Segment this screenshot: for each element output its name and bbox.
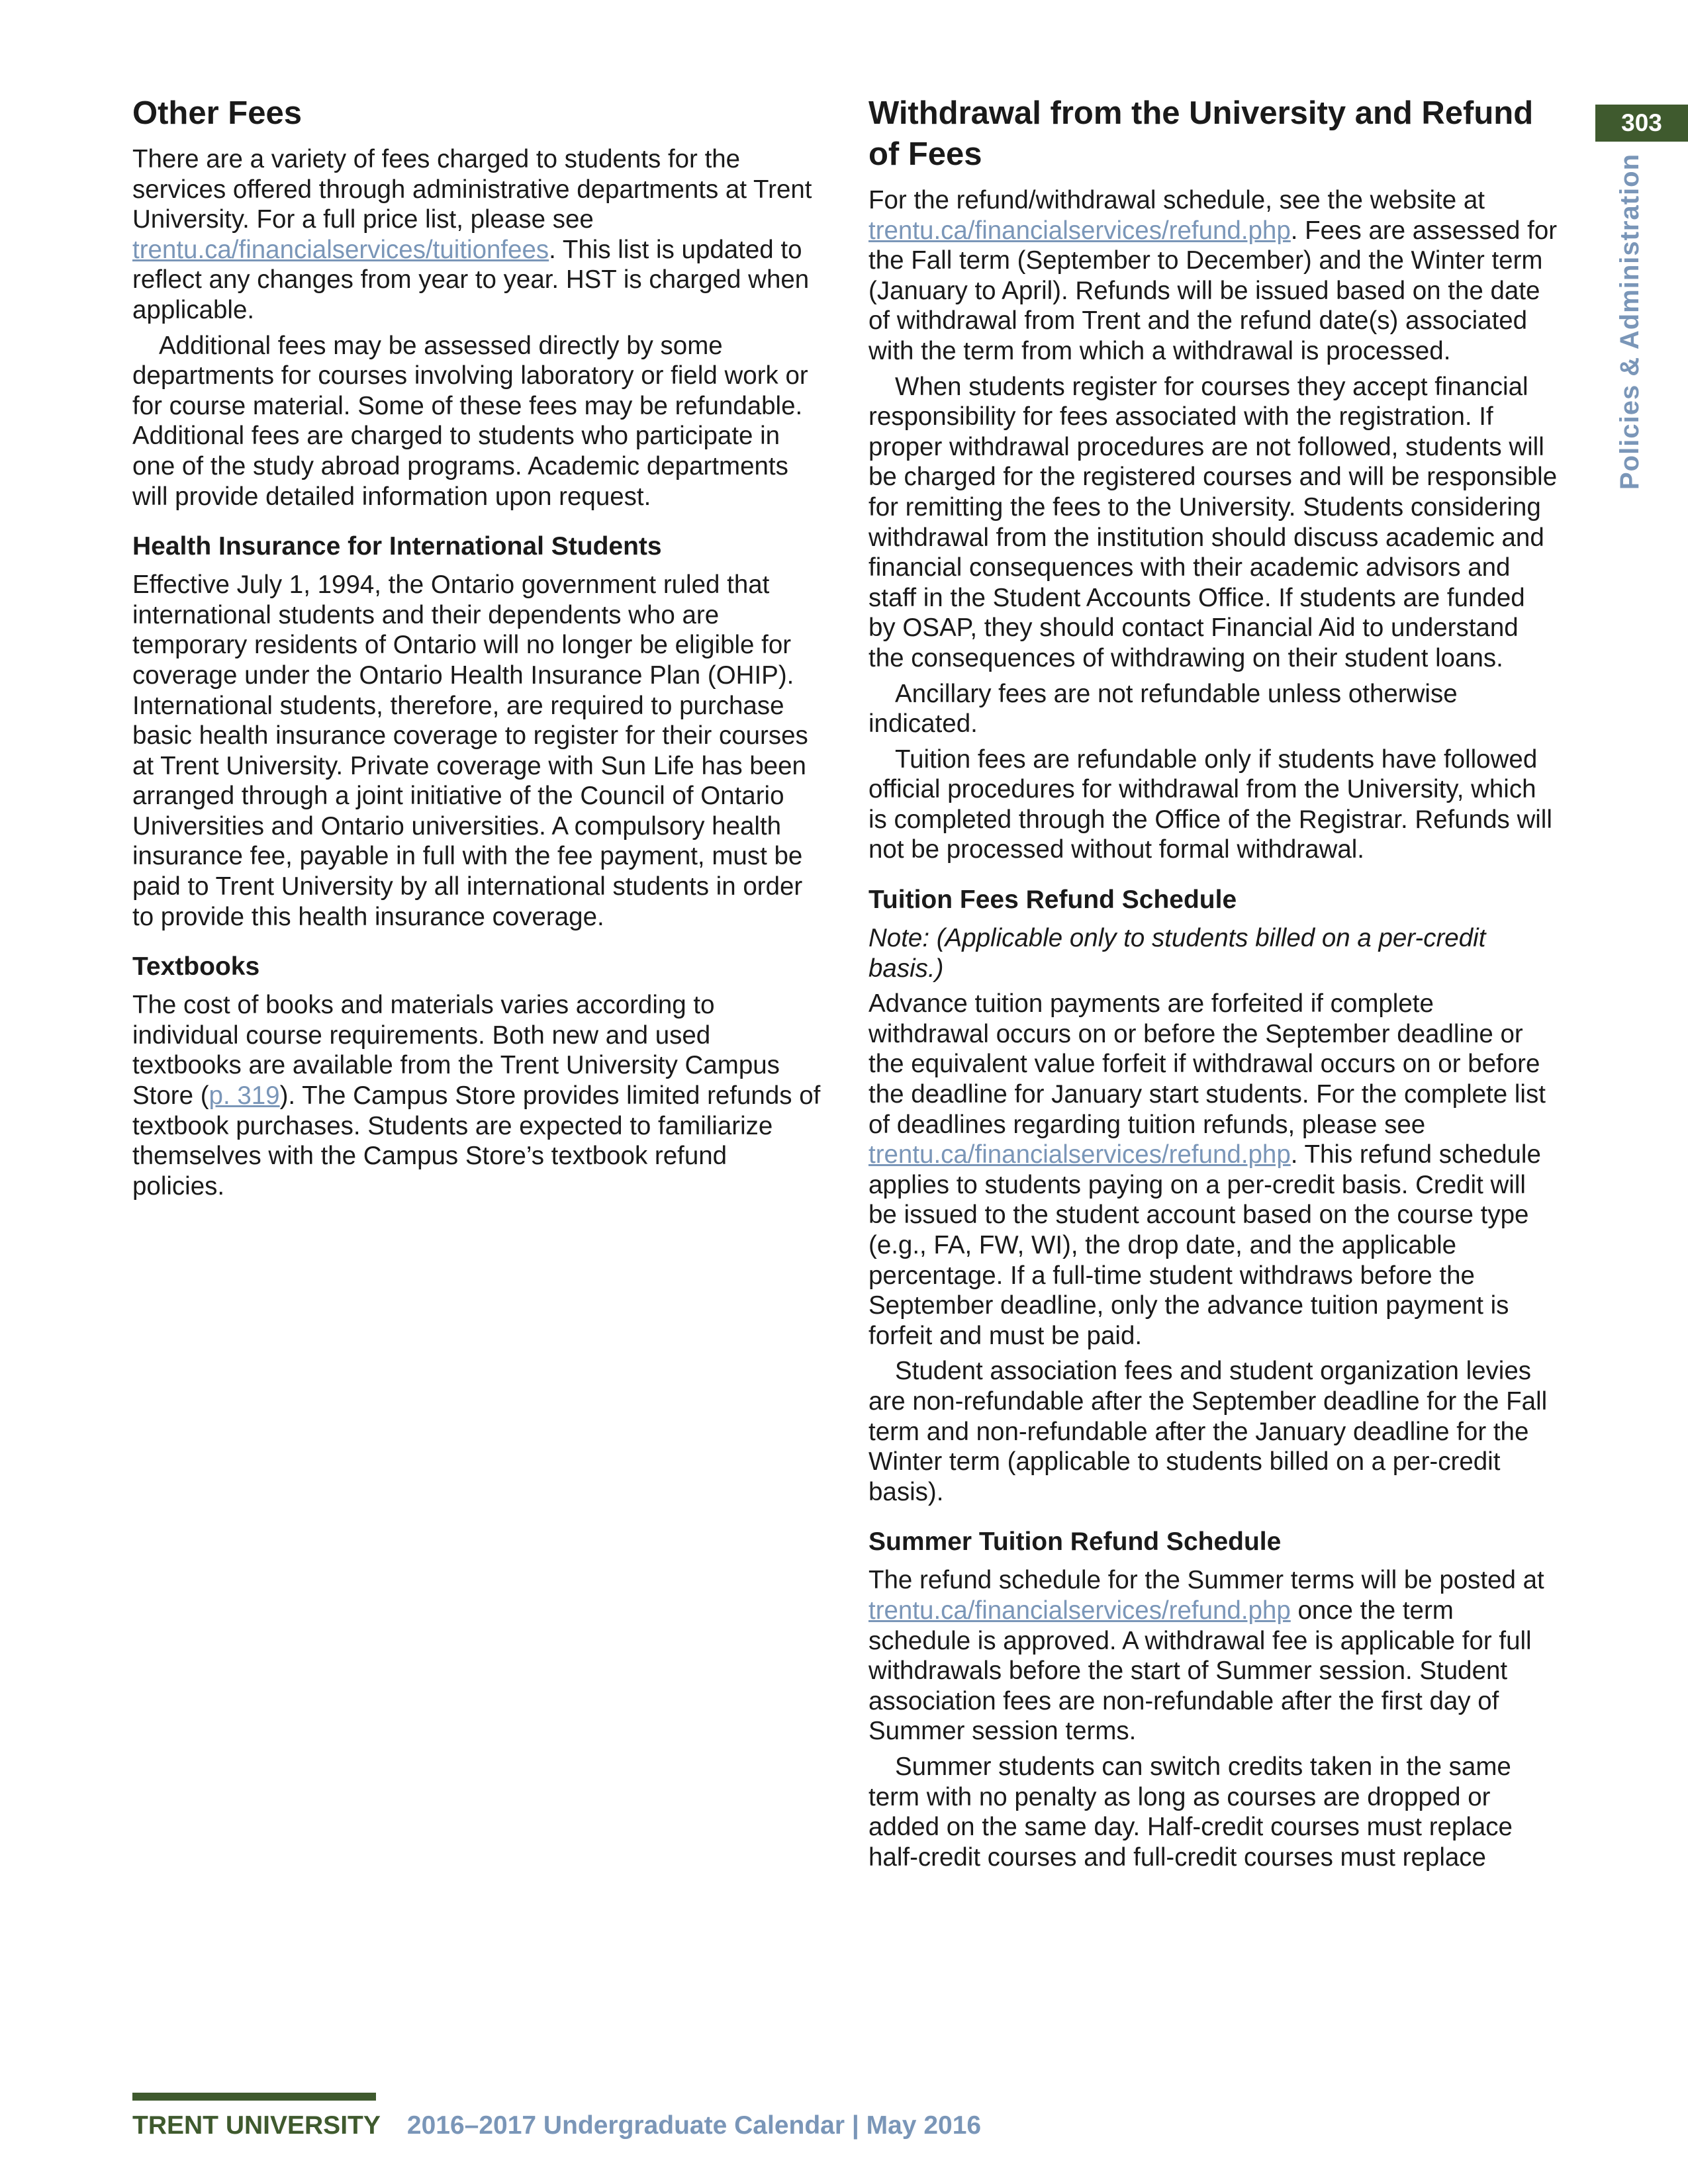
text: . This list is updated to reflect any changes from year to year. HST is charged when applicable. — [132, 235, 810, 324]
campus-store-page-link[interactable]: p. 319 — [209, 1081, 280, 1111]
footer — [132, 2111, 981, 2140]
tuition-refund-heading: Tuition Fees Refund Schedule — [868, 886, 1237, 915]
other-fees-paragraph-1 — [132, 144, 821, 326]
tuition-refund-paragraph-2: Student association fees and student organization levies are non-refundable after the September deadline for the Fall term and non-refundable after the January deadline for the Winter term (applicable to students billed on a per-credit basis). — [868, 1357, 1548, 1506]
text: . This refund schedule applies to students paying on a per-credit basis. Credit will be issued to the student account based on the course type (e.g., FA, FW, WI), the drop date, and the applicable percentage. If a full-time student withdraws before the September deadline, only the advance tuition payment is forfeit and must be paid. — [868, 1140, 1541, 1350]
textbooks-paragraph — [132, 990, 821, 1201]
withdrawal-paragraph-2: When students register for courses they accept financial responsibility for fees associated with the registration. If proper withdrawal procedures are not followed, students will be charged for the registered courses and will be responsible for remitting the fees to the University. Students considering withdrawal from the institution should discuss academic and financial consequences with their academic advisors and staff in the Student Accounts Office. If students are funded by OSAP, they should contact Financial Aid to understand the consequences of withdrawing on their student loans. — [868, 372, 1558, 672]
page-number: 303 — [1595, 105, 1688, 142]
textbooks-section — [132, 950, 821, 1201]
summer-refund-heading: Summer Tuition Refund Schedule — [868, 1527, 1282, 1557]
footer-rule — [132, 2093, 376, 2101]
refund-link[interactable]: trentu.ca/financialservices/refund.php — [868, 1596, 1291, 1625]
other-fees-section — [132, 93, 821, 512]
textbooks-heading: Textbooks — [132, 952, 260, 981]
summer-refund-paragraph-1 — [868, 1565, 1558, 1747]
summer-refund-section — [868, 1525, 1558, 1872]
text: ). The Campus Store provides limited refunds of textbook purchases. Students are expected to familiarize themselves with the Campus Store’s textbook refund policies. — [132, 1081, 821, 1201]
health-insurance-section — [132, 530, 821, 932]
refund-link[interactable]: trentu.ca/financialservices/refund.php — [868, 216, 1291, 245]
health-insurance-paragraph: Effective July 1, 1994, the Ontario government ruled that international students and their dependents who are temporary residents of Ontario will no longer be eligible for coverage under the Ontario Health Insurance Plan (OHIP). International students, therefore, are required to purchase basic health insurance coverage to register for their courses at Trent University. Private coverage with Sun Life has been arranged through a joint initiative of the Council of Ontario Universities and Ontario universities. A compulsory health insurance fee, payable in full with the fee payment, must be paid to Trent University by all international students in order to provide this health insurance coverage. — [132, 570, 808, 931]
text: For the refund/withdrawal schedule, see the website at — [868, 186, 1485, 214]
withdrawal-heading: Withdrawal from the University and Refund of Fees — [868, 95, 1534, 172]
text: The cost of books and materials varies according to individual course requirements. Both new and used textbooks are available from the Trent University Campus Store ( — [132, 991, 780, 1111]
other-fees-paragraph-2: Additional fees may be assessed directly by some departments for courses involving laboratory or field work or for course material. Some of these fees may be refundable. Additional fees are charged to students who participate in one of the study abroad programs. Academic departments will provide detailed information upon request. — [132, 331, 808, 511]
tuition-fees-link[interactable]: trentu.ca/financialservices/tuitionfees — [132, 235, 549, 264]
tuition-refund-paragraph-1 — [868, 989, 1558, 1351]
tuition-refund-section — [868, 884, 1558, 1507]
footer-university: TRENT UNIVERSITY — [132, 2111, 381, 2140]
withdrawal-section — [868, 93, 1558, 865]
section-side-label: Policies & Administration — [1615, 153, 1644, 490]
summer-refund-paragraph-2: Summer students can switch credits taken in the same term with no penalty as long as courses are dropped or added on the same day. Half-credit courses must replace half-credit courses and full-credit courses must replace — [868, 1752, 1513, 1872]
text: once the term schedule is approved. A withdrawal fee is applicable for full withdrawals before the start of Summer session. Student association fees are non-refundable after the first day of Summer session terms. — [868, 1596, 1532, 1746]
health-insurance-heading: Health Insurance for International Students — [132, 532, 662, 561]
refund-link[interactable]: trentu.ca/financialservices/refund.php — [868, 1140, 1291, 1169]
withdrawal-paragraph-4: Tuition fees are refundable only if students have followed official procedures for withdrawal from the University, which is completed through the Office of the Registrar. Refunds will not be processed without formal withdrawal. — [868, 745, 1552, 864]
right-column — [868, 93, 1558, 1878]
other-fees-heading: Other Fees — [132, 95, 302, 131]
text: There are a variety of fees charged to students for the services offered through administrative departments at Trent University. For a full price list, please see — [132, 145, 812, 234]
text: . Fees are assessed for the Fall term (September to December) and the Winter term (January to April). Refunds will be issued based on the date of withdrawal from Trent and the refund date(s) associated with the term from which a withdrawal is processed. — [868, 216, 1558, 365]
text: The refund schedule for the Summer terms will be posted at — [868, 1566, 1544, 1595]
withdrawal-paragraph-3: Ancillary fees are not refundable unless otherwise indicated. — [868, 679, 1458, 739]
text: Advance tuition payments are forfeited if complete withdrawal occurs on or before the September deadline or the equivalent value forfeit if withdrawal occurs on or before the deadline for January start students. For the complete list of deadlines regarding tuition refunds, please see — [868, 989, 1546, 1139]
left-column — [132, 93, 821, 1206]
withdrawal-paragraph-1 — [868, 185, 1558, 367]
tuition-refund-note: Note: (Applicable only to students billed on a per-credit basis.) — [868, 924, 1486, 983]
footer-calendar: 2016–2017 Undergraduate Calendar | May 2016 — [406, 2111, 982, 2140]
